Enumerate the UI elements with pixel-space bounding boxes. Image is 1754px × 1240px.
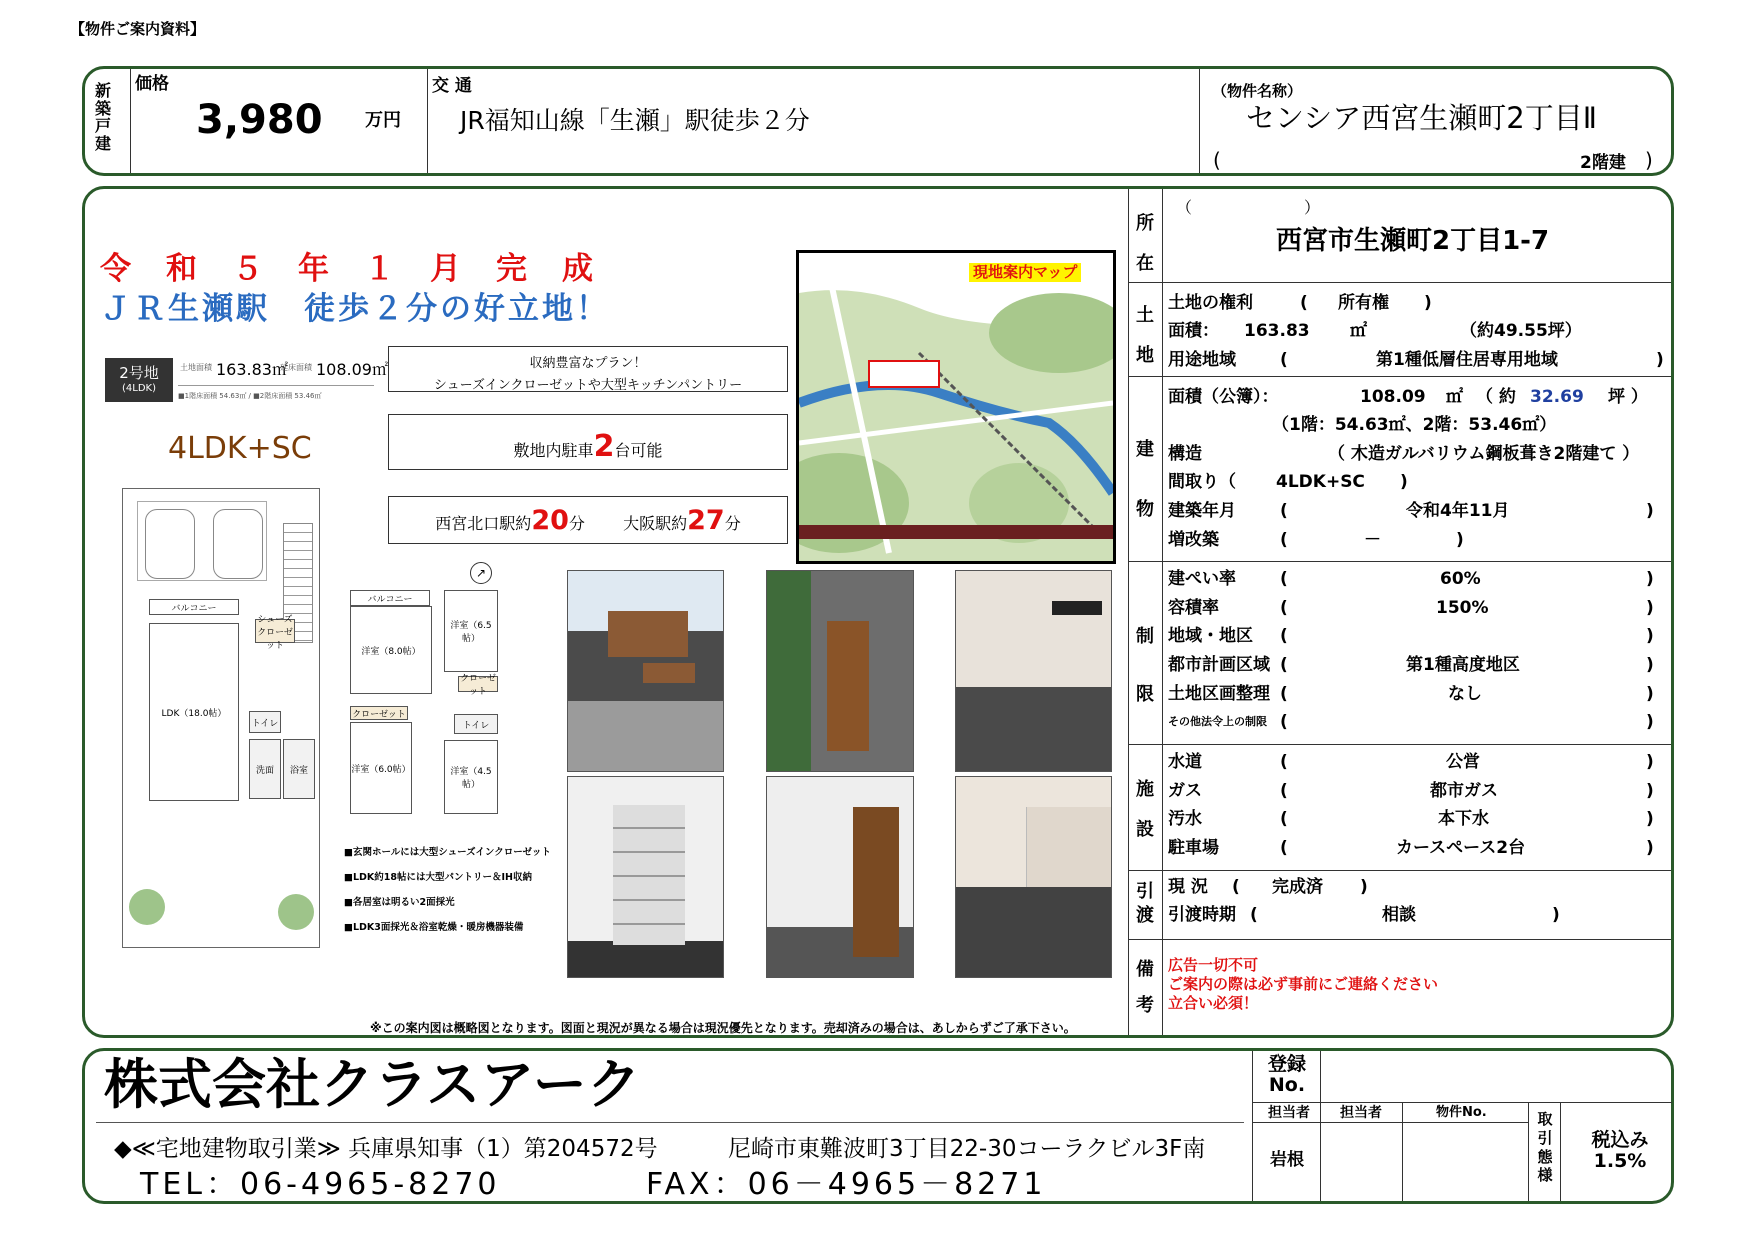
remark-1: 広告一切不可 <box>1168 956 1259 974</box>
land-area-tsubo: （約49.55坪） <box>1460 321 1582 341</box>
district-label: 地域・地区 <box>1168 626 1253 646</box>
zoning-label: 用途地域 <box>1168 350 1236 370</box>
access-osaka-min: 27 <box>687 505 725 536</box>
fp2-room1: 洋室（8.0帖） <box>350 606 432 694</box>
land-rights: 所有権 <box>1338 293 1389 313</box>
fp2-balcony: バルコニー <box>350 590 430 606</box>
coverage-value: 60% <box>1440 569 1481 589</box>
guide-map <box>796 250 1116 564</box>
lot-no: 2号地 <box>119 364 159 382</box>
land-area-label: 土地面積 <box>180 363 212 372</box>
transport-label: 交 通 <box>432 76 472 96</box>
note-3: ■各居室は明るい2面採光 <box>344 897 455 908</box>
reg-no-label: 登録No. <box>1267 1053 1306 1096</box>
price-label: 価格 <box>135 74 169 94</box>
city-value: 第1種高度地区 <box>1406 655 1520 675</box>
land-rights-label: 土地の権利 <box>1168 293 1253 313</box>
other-label: その他法令上の制限 <box>1168 715 1267 728</box>
feature-box-storage <box>388 346 788 392</box>
type-label: 新築戸建 <box>94 81 111 153</box>
note-4: ■LDK3面採光＆浴室乾燥・暖房機器装備 <box>344 922 524 933</box>
fp2-room2: 洋室（6.5帖） <box>444 590 498 672</box>
building-area-value: 108.09 <box>1360 387 1426 407</box>
land-area-unit: ㎡ <box>1350 321 1367 341</box>
car-icon <box>213 509 263 579</box>
company-fax: FAX：06－4965－8271 <box>646 1167 1047 1202</box>
building-area-tsubo-unit: 坪 ） <box>1608 387 1648 407</box>
water-value: 公営 <box>1446 752 1480 772</box>
built-value: 令和4年11月 <box>1406 501 1510 521</box>
access-nishinomiya-min: 20 <box>531 505 569 536</box>
headline-location: ＪＲ生瀬駅 徒歩２分の好立地！ <box>100 291 610 327</box>
company-tel: TEL：06-4965-8270 <box>140 1167 501 1202</box>
headline-completion: 令 和 ５ 年 １ 月 完 成 <box>100 251 595 287</box>
building-area-tsubo: 32.69 <box>1530 387 1584 407</box>
building-area-approx: （ 約 <box>1476 387 1516 407</box>
property-sub-close: ) <box>1645 148 1653 172</box>
fp2-toilet: トイレ <box>454 714 498 734</box>
note-2: ■LDK約18帖には大型パントリー＆IH収納 <box>344 872 532 883</box>
exterior-photo <box>567 570 724 772</box>
access-osaka: 大阪駅約 <box>623 514 688 533</box>
far-label: 容積率 <box>1168 598 1219 618</box>
bedroom-photo <box>955 776 1112 978</box>
building-label: 建物 <box>1136 439 1154 520</box>
staff1-value: 岩根 <box>1270 1150 1304 1170</box>
parking-label: 駐車場 <box>1168 838 1219 858</box>
car-icon <box>145 509 195 579</box>
built-label: 建築年月 <box>1168 501 1236 521</box>
restrictions-label: 制限 <box>1136 626 1154 705</box>
deal-type-label: 取引態様 <box>1537 1110 1553 1185</box>
fp2-room4: 洋室（4.5帖） <box>444 740 498 814</box>
living-photo <box>955 570 1112 772</box>
tree-icon <box>278 894 314 930</box>
building-area-label: 延床面積 <box>280 363 312 372</box>
gas-label: ガス <box>1168 781 1202 801</box>
map-title: 現地案内マップ <box>969 263 1081 282</box>
structure-value: （ 木造ガルバリウム鋼板葺き2階建て ） <box>1328 444 1640 464</box>
facilities-label: 施設 <box>1136 779 1154 840</box>
zoning-value: 第1種低層住居専用地域 <box>1376 350 1558 370</box>
property-name-label: （物件名称） <box>1212 82 1303 100</box>
location-address: 西宮市生瀬町2丁目1-7 <box>1276 226 1550 256</box>
access-nishinomiya: 西宮北口駅約 <box>435 514 532 533</box>
hallway-photo <box>766 776 914 978</box>
handover-label: 引渡 <box>1136 881 1154 926</box>
compass-icon: ↗ <box>470 562 492 584</box>
note-1: ■玄関ホールには大型シューズインクローゼット <box>344 847 551 858</box>
entrance-photo <box>766 570 914 772</box>
building-area-label: 面積（公簿）： <box>1168 387 1279 407</box>
parking-value: カースペース2台 <box>1396 838 1526 858</box>
lot-layout: (4LDK) <box>122 383 156 394</box>
feature-parking-pre: 敷地内駐車 <box>513 441 594 460</box>
company-name: 株式会社クラスアーク <box>104 1053 641 1116</box>
property-sub: 2階建 <box>1580 153 1626 173</box>
price-value: 3,980 <box>196 97 323 143</box>
land-label: 土地 <box>1136 305 1154 366</box>
company-address: 尼崎市東難波町3丁目22-30コーラクビル3F南 <box>728 1136 1206 1162</box>
land-area-value: 163.83 <box>1244 321 1310 341</box>
floorplan-2f <box>350 590 498 814</box>
company-license: ◆≪宅地建物取引業≫ 兵庫県知事（1）第204572号 <box>114 1136 658 1162</box>
land-area: 163.83㎡ <box>216 360 288 379</box>
lot-badge <box>105 358 173 402</box>
disclaimer: ※この案内図は概略図となります。図面と現況が異なる場合は現況優先となります。売却済みの場合は、あしからずご了承下さい。 <box>370 1021 1076 1035</box>
staff2-label: 担当者 <box>1340 1105 1382 1121</box>
far-value: 150% <box>1436 598 1489 618</box>
sewage-value: 本下水 <box>1438 809 1489 829</box>
transport-value: JR福知山線「生瀬」駅徒歩２分 <box>460 106 810 135</box>
gas-value: 都市ガス <box>1430 781 1498 801</box>
feature-storage-line2: シューズインクローゼットや大型キッチンパントリー <box>433 378 743 393</box>
remarks-label: 備考 <box>1136 959 1154 1016</box>
feature-parking-num: 2 <box>593 429 615 464</box>
land-area-row-label: 面積： <box>1168 321 1219 341</box>
tree-icon <box>129 889 165 925</box>
coverage-label: 建ぺい率 <box>1168 569 1236 589</box>
property-name: センシア西宮生瀬町2丁目Ⅱ <box>1246 101 1597 135</box>
fp1-toilet: トイレ <box>249 711 281 733</box>
readjust-label: 土地区画整理 <box>1168 684 1270 704</box>
fp2-closet: クローゼット <box>350 706 408 720</box>
timing-value: 相談 <box>1382 905 1416 925</box>
pantry-photo <box>567 776 724 978</box>
building-floors: （1階：54.63㎡、2階：53.46㎡） <box>1272 415 1557 435</box>
access-nishinomiya-unit: 分 <box>568 514 585 533</box>
property-sub-open: ( <box>1213 148 1221 172</box>
fp1-wash: 洗面 <box>249 739 281 799</box>
price-unit: 万円 <box>365 110 401 131</box>
feature-box-parking <box>388 414 788 470</box>
reno-label: 増改築 <box>1168 530 1219 550</box>
water-label: 水道 <box>1168 752 1202 772</box>
feature-parking-post: 台可能 <box>614 441 663 460</box>
timing-label: 引渡時期 <box>1168 905 1236 925</box>
layout-value: 4LDK+SC <box>1276 472 1365 492</box>
remark-2: ご案内の際は必ず事前にご連絡ください <box>1168 975 1439 993</box>
layout-type: 4LDK+SC <box>168 431 312 466</box>
location-paren: （ ） <box>1176 198 1321 217</box>
location-label: 所在 <box>1136 213 1154 274</box>
structure-label: 構造 <box>1168 444 1202 464</box>
feature-box-access <box>388 496 788 544</box>
property-no-label: 物件No. <box>1436 1105 1487 1120</box>
sewage-label: 汚水 <box>1168 809 1202 829</box>
feature-storage-line1: 収納豊富なプラン！ <box>529 356 647 371</box>
readjust-value: なし <box>1448 684 1482 704</box>
remark-3: 立合い必須！ <box>1168 994 1259 1012</box>
reno-value: － <box>1364 530 1381 550</box>
layout-label: 間取り（ <box>1168 472 1236 492</box>
fp1-bath: 浴室 <box>283 739 315 799</box>
floorplan-1f <box>122 488 320 948</box>
fp2-room3: 洋室（6.0帖） <box>350 722 412 814</box>
building-area: 108.09㎡ <box>316 360 388 379</box>
fp1-shoes: シューズクローゼット <box>255 619 295 643</box>
fee-value: 税込み 1.5% <box>1591 1129 1649 1172</box>
building-area-unit: ㎡ <box>1446 387 1463 407</box>
status-value: 完成済 <box>1272 877 1323 897</box>
access-osaka-unit: 分 <box>724 514 741 533</box>
staff1-label: 担当者 <box>1268 1105 1310 1121</box>
status-label: 現 況 <box>1168 877 1208 897</box>
map-graphic <box>799 253 1113 561</box>
fp1-ldk: LDK（18.0帖） <box>149 623 239 801</box>
fp1-balcony: バルコニー <box>149 599 239 615</box>
fp2-wic: クローゼット <box>458 676 498 692</box>
doc-title: 【物件ご案内資料】 <box>70 20 206 38</box>
floor-detail: ■1階床面積 54.63㎡ / ■2階床面積 53.46㎡ <box>178 392 322 400</box>
city-label: 都市計画区域 <box>1168 655 1270 675</box>
